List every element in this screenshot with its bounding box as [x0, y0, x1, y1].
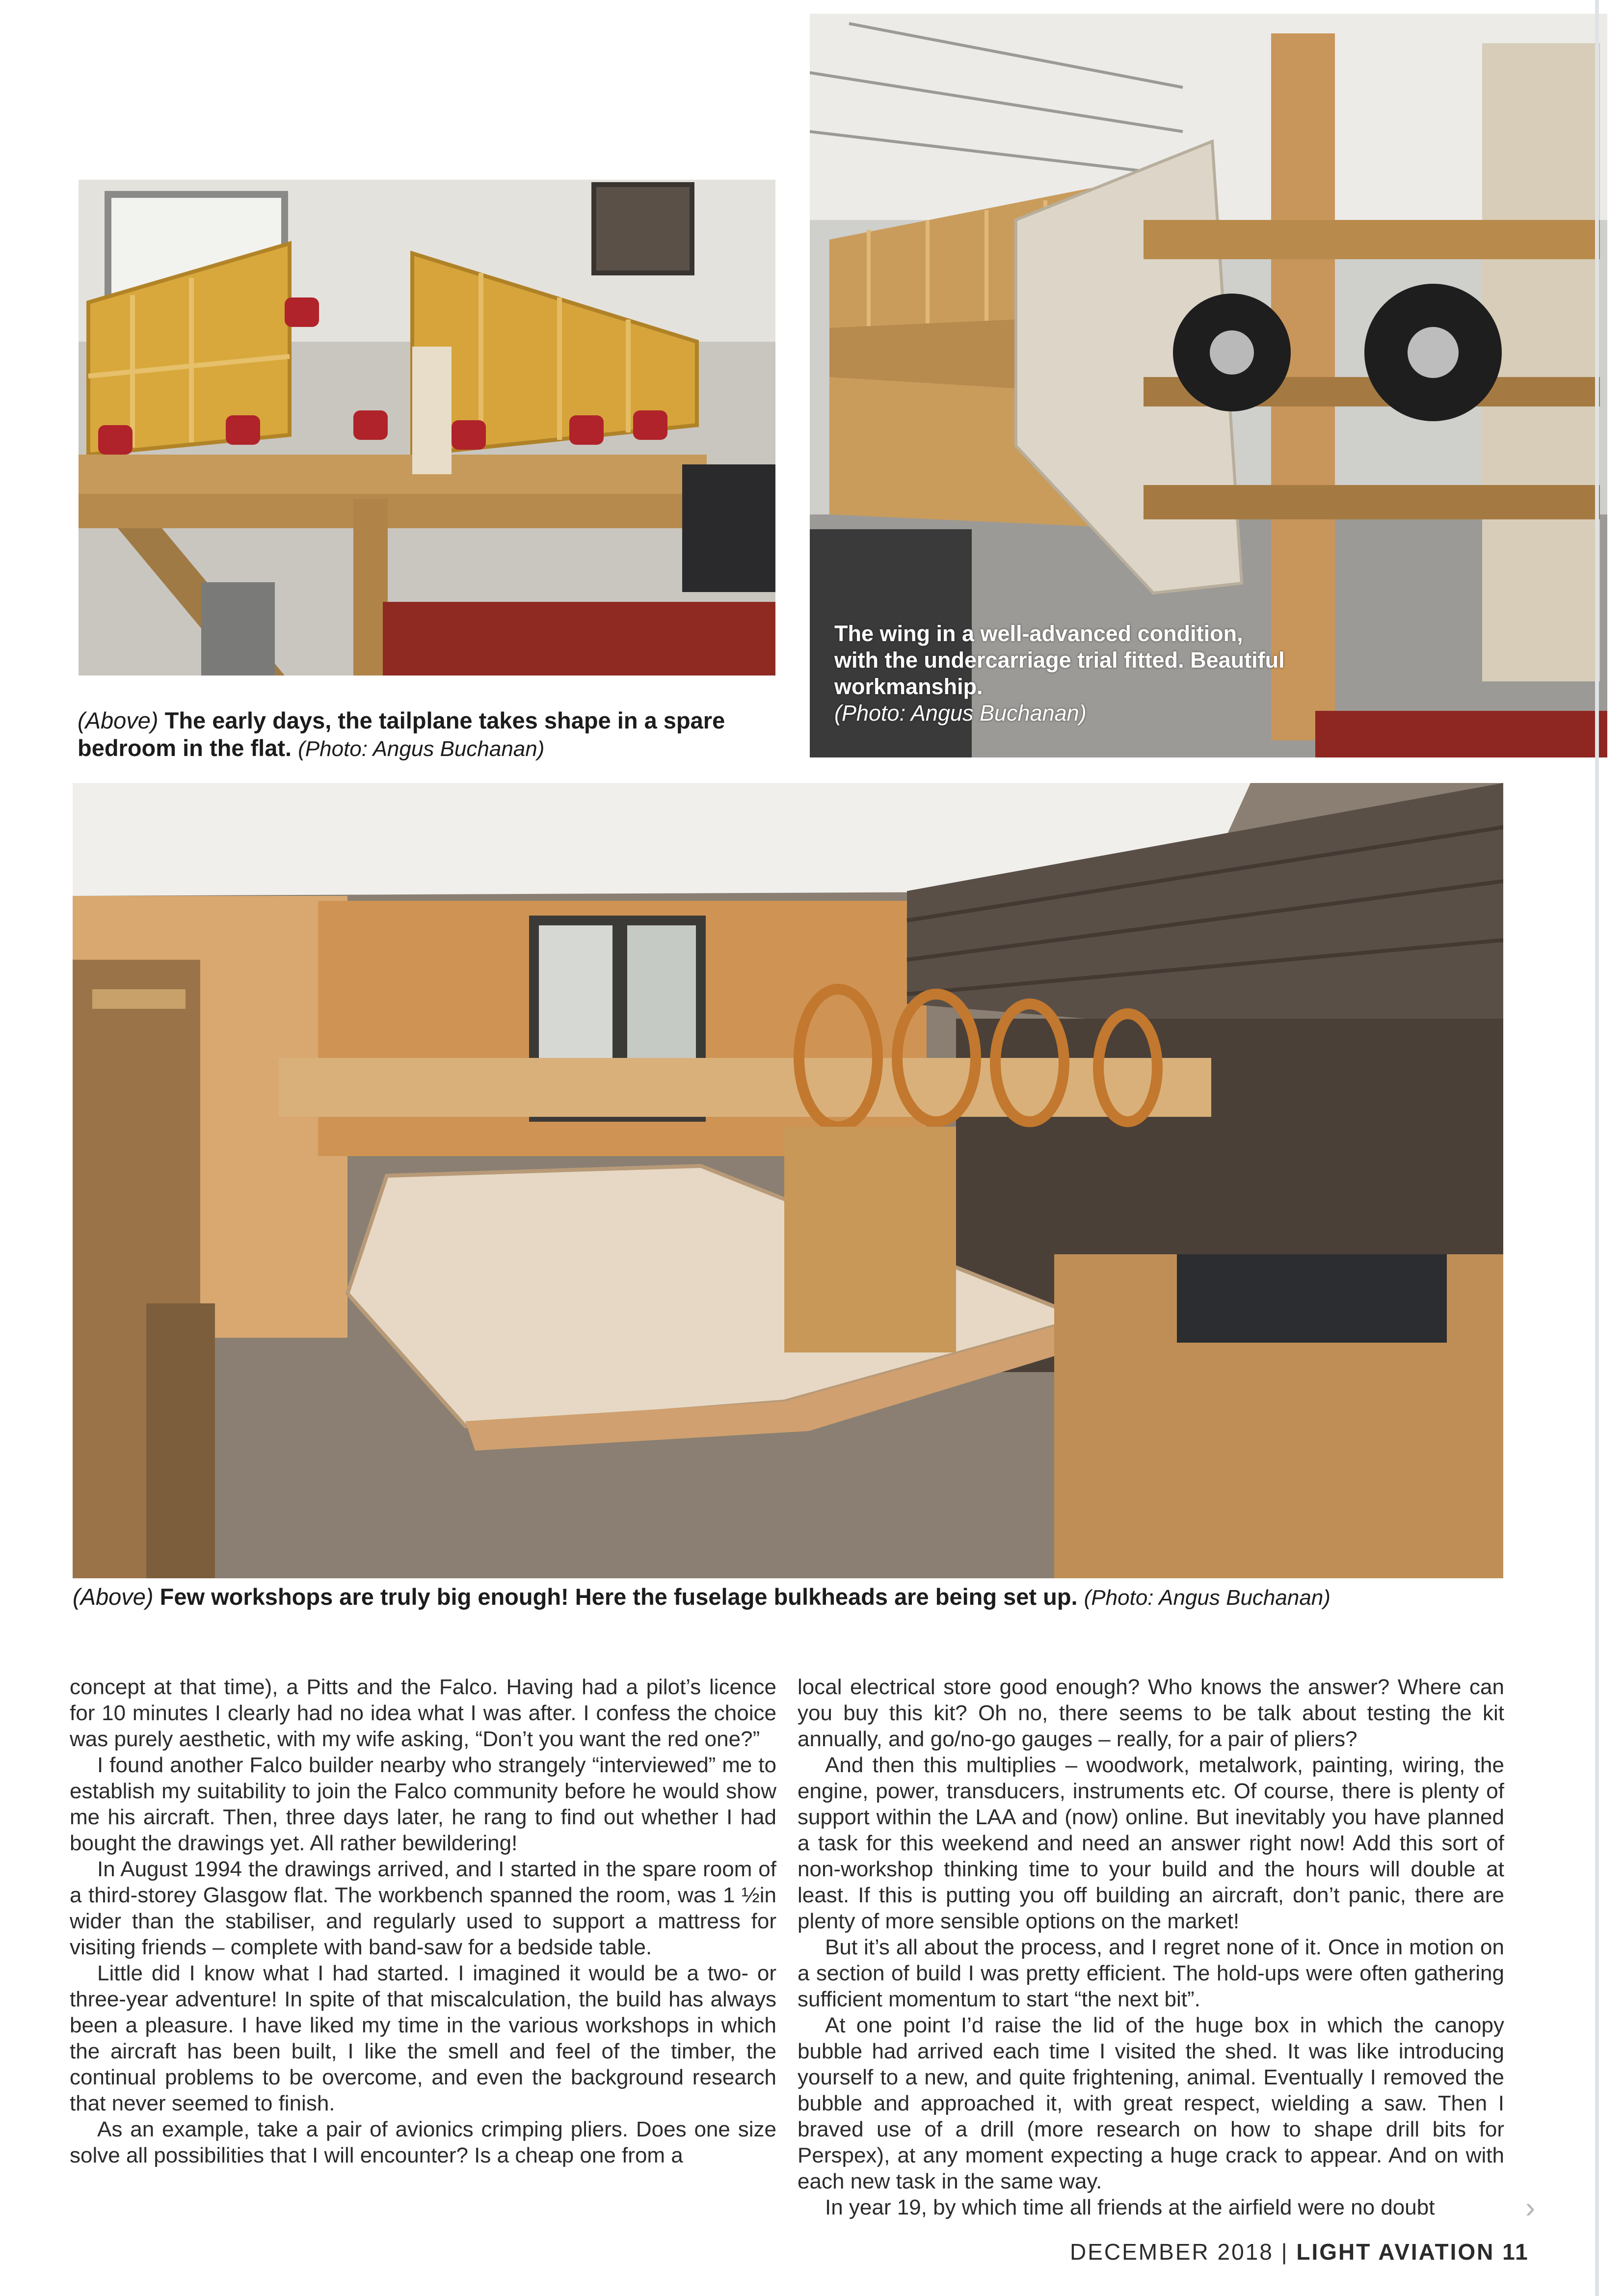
article-column-right — [798, 1674, 1504, 2220]
article-paragraph: I found another Falco builder nearby who strangely “interviewed” me to establish my suitability to join the Falco community before he would show me his aircraft. Then, three days later, he rang to find out whether I had bought the drawings yet. All rather bewildering! — [70, 1753, 776, 1855]
article-paragraph: Little did I know what I had started. I imagined it would be a two- or three-year adventure! In spite of that miscalculation, the build has always been a pleasure. I have liked my time in the various workshops in which the aircraft has been built, I like the smell and feel of the timber, the continual problems to be overcome, and even the background research that never seemed to finish. — [70, 1961, 776, 2115]
page-number: 11 — [1502, 2239, 1529, 2265]
workshop-caption-credit: (Photo: Angus Buchanan) — [1084, 1586, 1330, 1610]
article-paragraph: local electrical store good enough? Who knows the answer? Where can you buy this kit? Oh no, there seems to be talk about testing the kit annually, and go/no-go gauges – really, for a pair of pliers? — [798, 1675, 1504, 1751]
footer-separator: | — [1281, 2239, 1289, 2265]
wing-caption-credit: (Photo: Angus Buchanan) — [834, 701, 1087, 726]
tailplane-caption-lead: (Above) — [78, 707, 159, 733]
magazine-title: LIGHT AVIATION — [1296, 2239, 1495, 2265]
tailplane-caption — [78, 707, 774, 763]
workshop-caption — [73, 1583, 1525, 1612]
next-page-arrow-icon: › — [1525, 2191, 1535, 2224]
article-paragraph: In August 1994 the drawings arrived, and I started in the spare room of a third-storey Glasgow flat. The workbench spanned the room, was 1 ½in wider than the stabiliser, and regularly used to support a mattress for visiting friends – complete with band-saw for a bedside table. — [70, 1857, 776, 1959]
tailplane-caption-credit: (Photo: Angus Buchanan) — [298, 737, 545, 761]
article-paragraph: concept at that time), a Pitts and the Falco. Having had a pilot’s licence for 10 minutes I clearly had no idea what I was after. I confess the choice was purely aesthetic, with my wife asking, “Don’t you want the red one?” — [70, 1675, 776, 1751]
page-footer — [1070, 2239, 1529, 2265]
article-column-left — [70, 1674, 776, 2168]
workshop-caption-main: Few workshops are truly big enough! Here the fuselage bulkheads are being set up. — [160, 1584, 1078, 1610]
article-paragraph: But it’s all about the process, and I regret none of it. Once in motion on a section of build I was pretty efficient. The hold-ups were often gathering sufficient momentum to start “the next bit”. — [798, 1935, 1504, 2011]
tailplane-photo — [79, 180, 775, 675]
article-paragraph: As an example, take a pair of avionics crimping pliers. Does one size solve all possibilities that I will encounter? Is a cheap one from a — [70, 2117, 776, 2167]
workshop-photo — [73, 783, 1503, 1578]
page-edge — [1595, 0, 1599, 2296]
article-paragraph: At one point I’d raise the lid of the huge box in which the canopy bubble had arrived each time I visited the shed. It was like introducing yourself to a new, and quite frightening, animal. Eventually I removed the bubble and approached it, with great respect, wielding a saw. Then I braved use of a drill (more research on how to shape drill bits for Perspex), at any moment expecting a huge crack to appear. And on with each new task in the same way. — [798, 2013, 1504, 2193]
tailplane-caption-main: The early days, the tailplane takes shape in a spare bedroom in the flat. — [78, 707, 725, 761]
workshop-caption-lead: (Above) — [73, 1584, 154, 1610]
issue-date: DECEMBER 2018 — [1070, 2239, 1274, 2265]
wing-caption — [834, 621, 1286, 727]
article-paragraph: In year 19, by which time all friends at the airfield were no doubt — [825, 2195, 1435, 2219]
article-paragraph: And then this multiplies – woodwork, metalwork, painting, wiring, the engine, power, transducers, instruments etc. Of course, there is plenty of support within the LAA and (now) online. But inevitably you have planned a task for this weekend and need an answer right now! Add this sort of non-workshop thinking time to your build and the hours will double at least. If this is putting you off building an aircraft, don’t panic, there are plenty of more sensible options on the market! — [798, 1753, 1504, 1933]
wing-caption-main: The wing in a well-advanced condition, with the undercarriage trial fitted. Beautiful workmanship. — [834, 621, 1285, 699]
